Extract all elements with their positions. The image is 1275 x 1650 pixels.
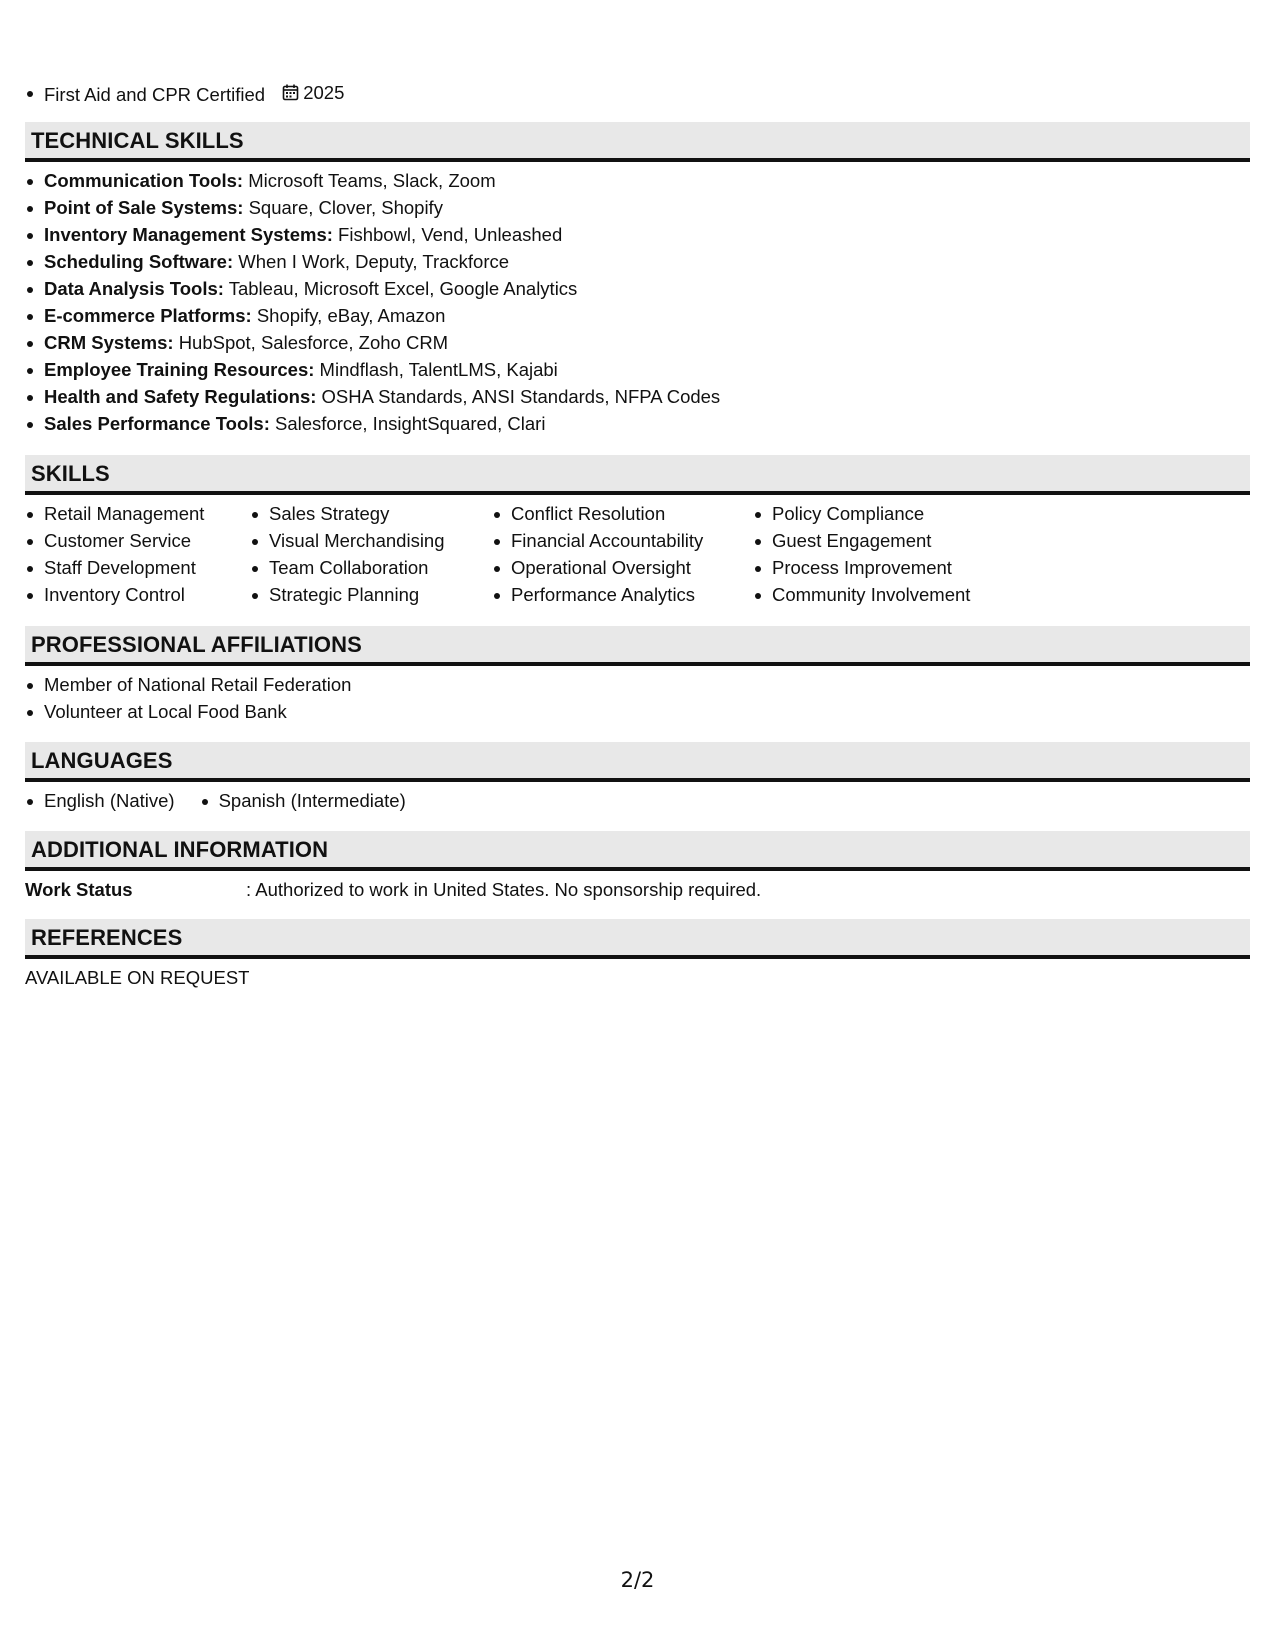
certification-name: First Aid and CPR Certified [44,84,266,105]
technical-skill-label: Communication Tools: [44,170,244,191]
certification-date [282,79,344,106]
technical-skill-label: Point of Sale Systems: [44,197,244,218]
technical-skill-item [25,383,720,410]
technical-skill-value: Square, Clover, Shopify [248,197,443,218]
work-status-row [25,876,761,903]
calendar-icon [282,84,299,101]
skill-item: Performance Analytics [492,581,735,608]
references-text: AVAILABLE ON REQUEST [25,967,250,988]
skills-grid [25,500,1011,608]
technical-skill-label: Scheduling Software: [44,251,234,272]
technical-skill-item [25,302,720,329]
technical-skill-item [25,410,720,437]
technical-skill-item [25,248,720,275]
technical-skill-value: Shopify, eBay, Amazon [256,305,446,326]
work-status-value: : Authorized to work in United States. No sponsorship required. [246,879,762,900]
skill-item: Strategic Planning [250,581,474,608]
skill-item: Guest Engagement [753,527,993,554]
affiliation-item: Volunteer at Local Food Bank [25,698,351,725]
skills-column-2 [250,500,474,608]
resume-page [25,0,1250,1650]
languages-list [25,787,431,814]
technical-skill-label: Employee Training Resources: [44,359,315,380]
language-item: Spanish (Intermediate) [200,787,406,814]
technical-skill-item [25,221,720,248]
skill-item: Policy Compliance [753,500,993,527]
affiliations-list [25,671,351,725]
technical-skill-label: CRM Systems: [44,332,174,353]
skill-item: Retail Management [25,500,232,527]
skills-column-4 [753,500,993,608]
technical-skill-item [25,194,720,221]
technical-skills-list [25,167,720,437]
affiliations-heading: PROFESSIONAL AFFILIATIONS [25,626,1250,666]
work-status-label: Work Status [25,879,133,900]
affiliation-item: Member of National Retail Federation [25,671,351,698]
references-heading: REFERENCES [25,919,1250,959]
technical-skill-label: Inventory Management Systems: [44,224,333,245]
skill-item: Visual Merchandising [250,527,474,554]
skill-item: Operational Oversight [492,554,735,581]
language-item: English (Native) [25,787,175,814]
skill-item: Staff Development [25,554,232,581]
skill-item: Process Improvement [753,554,993,581]
skills-column-1 [25,500,232,608]
technical-skills-heading: TECHNICAL SKILLS [25,122,1250,162]
technical-skill-value: Fishbowl, Vend, Unleashed [338,224,563,245]
skill-item: Team Collaboration [250,554,474,581]
technical-skill-value: Microsoft Teams, Slack, Zoom [248,170,496,191]
technical-skill-value: When I Work, Deputy, Trackforce [238,251,510,272]
technical-skill-value: Tableau, Microsoft Excel, Google Analytics [228,278,578,299]
skill-item: Financial Accountability [492,527,735,554]
certification-year: 2025 [303,82,345,103]
skill-item: Sales Strategy [250,500,474,527]
technical-skill-label: Health and Safety Regulations: [44,386,317,407]
skill-item: Customer Service [25,527,232,554]
technical-skill-value: Salesforce, InsightSquared, Clari [275,413,546,434]
languages-heading: LANGUAGES [25,742,1250,782]
technical-skill-label: Sales Performance Tools: [44,413,270,434]
certification-list [25,79,344,106]
technical-skill-value: HubSpot, Salesforce, Zoho CRM [178,332,449,353]
certification-item [25,79,344,106]
skill-item: Community Involvement [753,581,993,608]
technical-skill-item [25,329,720,356]
skill-item: Inventory Control [25,581,232,608]
technical-skill-value: Mindflash, TalentLMS, Kajabi [319,359,558,380]
technical-skill-item [25,275,720,302]
skills-column-3 [492,500,735,608]
technical-skill-item [25,356,720,383]
technical-skill-label: Data Analysis Tools: [44,278,224,299]
technical-skill-label: E-commerce Platforms: [44,305,252,326]
skill-item: Conflict Resolution [492,500,735,527]
skills-heading: SKILLS [25,455,1250,495]
additional-info-heading: ADDITIONAL INFORMATION [25,831,1250,871]
technical-skill-item [25,167,720,194]
technical-skill-value: OSHA Standards, ANSI Standards, NFPA Codes [321,386,721,407]
page-number: 2/2 [620,1568,655,1592]
